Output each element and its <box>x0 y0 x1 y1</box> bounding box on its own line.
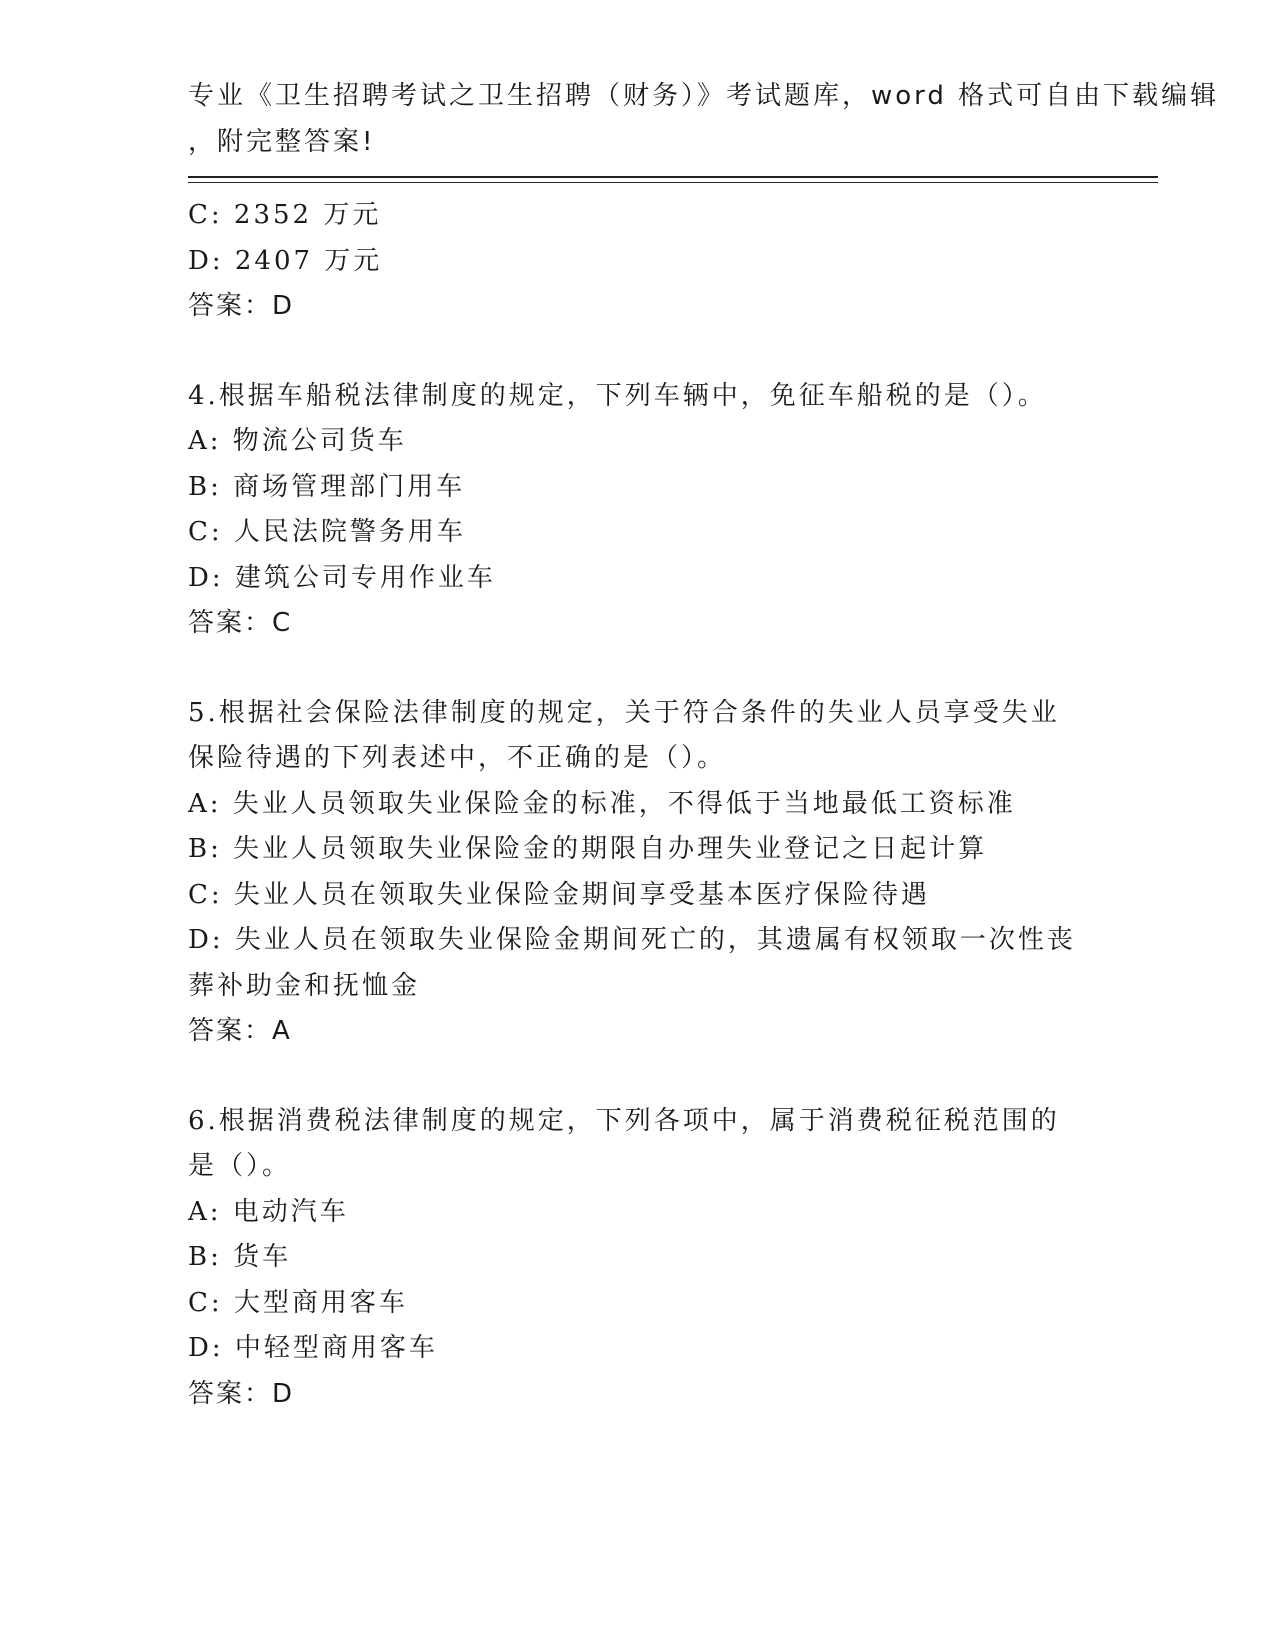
option-d-line-2: 葬补助金和抚恤金 <box>188 970 421 1001</box>
option-b: B: 货车 <box>188 1242 292 1272</box>
question-block-4 <box>188 374 1088 647</box>
option-a: A: 物流公司货车 <box>188 426 407 456</box>
header-divider-thick <box>188 176 1158 178</box>
spacer <box>188 1055 1088 1099</box>
spacer <box>188 330 1088 374</box>
option-c: C: 人民法院警务用车 <box>188 517 466 547</box>
question-block-5 <box>188 691 1088 1055</box>
option-d: D: 2407 万元 <box>188 245 383 276</box>
question-block-3 <box>188 193 1088 330</box>
option-c: C: 大型商用客车 <box>188 1287 408 1318</box>
option-b: B: 失业人员领取失业保险金的期限自办理失业登记之日起计算 <box>188 834 988 864</box>
option-c: C: 失业人员在领取失业保险金期间享受基本医疗保险待遇 <box>188 879 930 910</box>
answer-line: 答案：C <box>188 608 293 638</box>
answer-line: 答案：D <box>188 1378 295 1409</box>
question-stem: 4.根据车船税法律制度的规定，下列车辆中，免征车船税的是（）。 <box>188 380 1047 411</box>
question-stem-line-1: 5.根据社会保险法律制度的规定，关于符合条件的失业人员享受失业 <box>188 697 1060 728</box>
option-d: D: 中轻型商用客车 <box>188 1333 438 1363</box>
header-line-1: 专业《卫生招聘考试之卫生招聘（财务）》考试题库，word 格式可自由下载编辑 <box>188 81 1220 111</box>
question-list <box>188 193 1088 1417</box>
question-stem-line-1: 6.根据消费税法律制度的规定，下列各项中，属于消费税征税范围的 <box>188 1105 1060 1136</box>
header-line-2: ，附完整答案! <box>188 126 376 157</box>
answer-line: 答案：A <box>188 1016 292 1046</box>
header-divider-thin <box>188 182 1158 183</box>
page-header <box>188 74 1220 165</box>
question-block-6 <box>188 1099 1088 1418</box>
question-stem-line-2: 是（）。 <box>188 1151 292 1181</box>
option-a: A: 失业人员领取失业保险金的标准，不得低于当地最低工资标准 <box>188 788 1016 819</box>
option-c: C: 2352 万元 <box>188 200 382 230</box>
option-d-line-1: D: 失业人员在领取失业保险金期间死亡的，其遗属有权领取一次性丧 <box>188 925 1076 955</box>
answer-line: 答案：D <box>188 291 295 321</box>
spacer <box>188 647 1088 691</box>
option-d: D: 建筑公司专用作业车 <box>188 562 496 593</box>
option-a: A: 电动汽车 <box>188 1196 349 1227</box>
question-stem-line-2: 保险待遇的下列表述中，不正确的是（）。 <box>188 743 727 773</box>
option-b: B: 商场管理部门用车 <box>188 471 466 502</box>
